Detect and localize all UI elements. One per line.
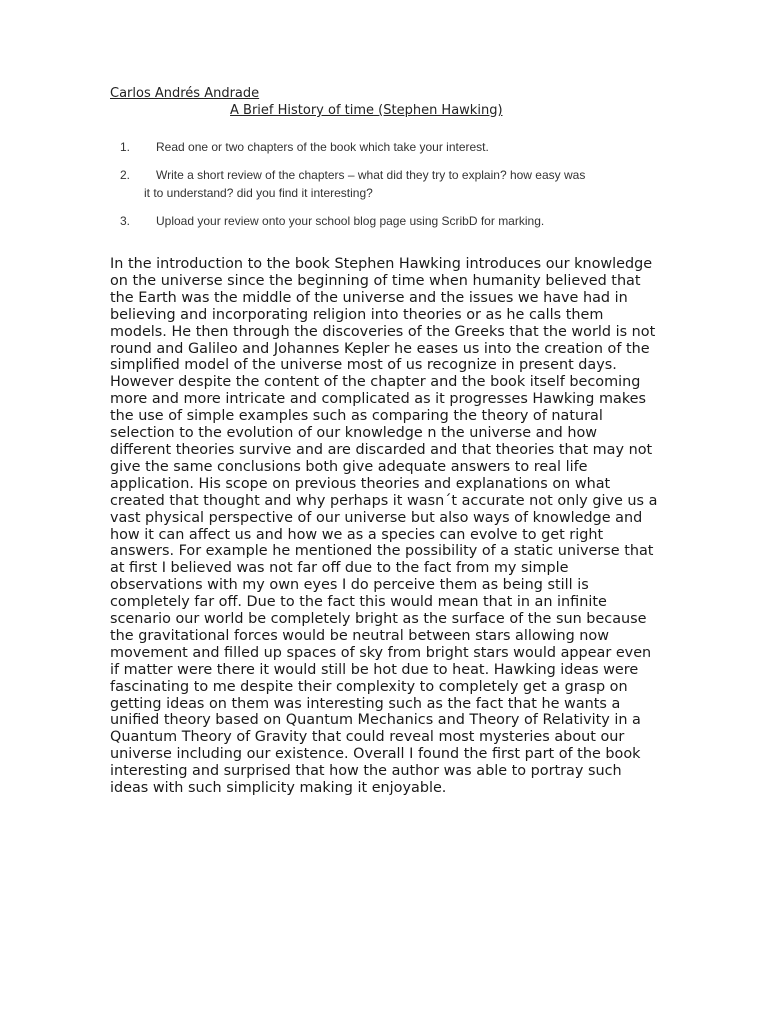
task-list <box>120 138 640 240</box>
author-name: Carlos Andrés Andrade <box>110 86 260 101</box>
task-text-continuation: it to understand? did you find it interesting? <box>144 186 373 200</box>
task-item <box>120 212 640 230</box>
task-item <box>120 138 640 156</box>
task-number: 3. <box>120 214 131 228</box>
task-text: Upload your review onto your school blog page using ScribD for marking. <box>156 214 545 228</box>
document-title: A Brief History of time (Stephen Hawking) <box>230 103 503 118</box>
task-number: 2. <box>120 168 131 182</box>
task-text: Read one or two chapters of the book which take your interest. <box>156 140 489 154</box>
task-text: Write a short review of the chapters – what did they try to explain? how easy was <box>156 168 586 182</box>
task-number: 1. <box>120 140 131 154</box>
essay-paragraph: In the introduction to the book Stephen Hawking introduces our knowledge on the universe since the beginning of time when humanity believed that the Earth was the middle of the universe and the issues we have had in believing and incorporating religion into theories or as he calls them models. He then through the discoveries of the Greeks that the world is not round and Galileo and Johannes Kepler he eases us into the creation of the simplified model of the universe most of us recognize in present days. However despite the content of the chapter and the book itself becoming more and more intricate and complicated as it progresses Hawking makes the use of simple examples such as comparing the theory of natural selection to the evolution of our knowledge n the universe and how different theories survive and are discarded and that theories that may not give the same conclusions both give adequate answers to real life application. His scope on previous theories and explanations on what created that thought and why perhaps it wasn´t accurate not only give us a vast physical perspective of our universe but also ways of knowledge and how it can affect us and how we as a species can evolve to get right answers. For example he mentioned the possibility of a static universe that at first I believed was not far off due to the fact from my simple observations with my own eyes I do perceive them as being still is completely far off. Due to the fact this would mean that in an infinite scenario our world be completely bright as the surface of the sun because the gravitational forces would be neutral between stars allowing now movement and filled up spaces of sky from bright stars would appear even if matter were there it would still be hot due to heat. Hawking ideas were fascinating to me despite their complexity to completely get a grasp on getting ideas on them was interesting such as the fact that he wants a unified theory based on Quantum Mechanics and Theory of Relativity in a Quantum Theory of Gravity that could reveal most mysteries about our universe including our existence. Overall I found the first part of the book interesting and surprised that how the author was able to portray such ideas with such simplicity making it enjoyable. <box>110 256 658 797</box>
task-item <box>120 166 640 202</box>
